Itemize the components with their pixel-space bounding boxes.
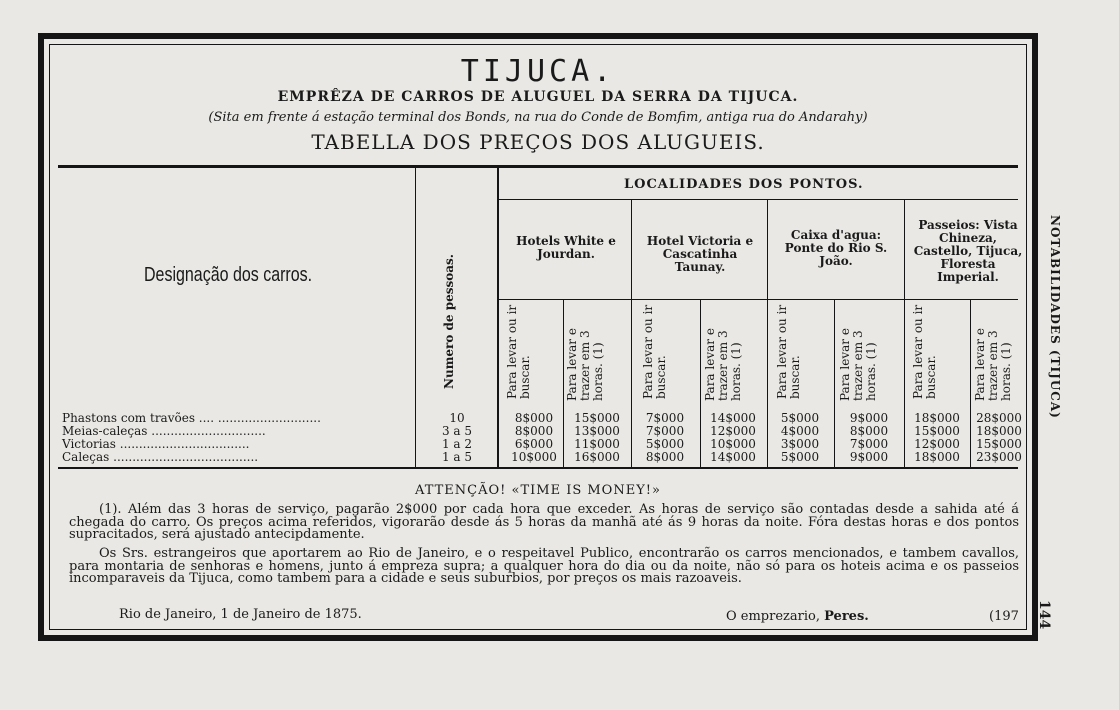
col-divider bbox=[497, 167, 499, 467]
localidades-rule bbox=[498, 199, 1018, 200]
carriage-name: Phastons com travões .... bbox=[62, 411, 215, 425]
sub-header-levar: Para levar ou ir buscar. bbox=[911, 304, 938, 399]
price-cell: 18$000 bbox=[914, 411, 960, 425]
price-cell: 11$000 bbox=[574, 437, 620, 451]
price-cell: 10$000 bbox=[710, 437, 756, 451]
sub-header-levar-trazer: Para levar e trazer em 3 horas. (1) bbox=[703, 328, 743, 401]
price-cell: 5$000 bbox=[645, 437, 685, 451]
reference-number: (197 bbox=[989, 609, 1019, 624]
sub-col-divider bbox=[700, 299, 701, 467]
sub-col-divider bbox=[834, 299, 835, 467]
sub-header-levar-trazer: Para levar e trazer em 3 horas. (1) bbox=[838, 328, 878, 401]
price-cell: 14$000 bbox=[710, 411, 756, 425]
carriage-name: Caleças bbox=[62, 450, 110, 464]
table-bottom-rule bbox=[58, 467, 1018, 469]
table-top-rule bbox=[58, 165, 1018, 168]
table-title: TABELLA DOS PREÇOS DOS ALUGUEIS. bbox=[311, 130, 765, 154]
side-page-number: 144 bbox=[1036, 600, 1052, 630]
sub-header-levar-trazer: Para levar e trazer em 3 horas. (1) bbox=[973, 328, 1013, 401]
signature-name: Peres. bbox=[824, 609, 869, 624]
price-cell: 6$000 bbox=[514, 437, 554, 451]
sub-header-levar-trazer: Para levar e trazer em 3 horas. (1) bbox=[565, 328, 605, 401]
price-cell: 8$000 bbox=[514, 411, 554, 425]
price-cell: 9$000 bbox=[849, 450, 889, 464]
ad-title: TIJUCA. bbox=[460, 54, 616, 89]
price-cell: 18$000 bbox=[976, 424, 1022, 438]
price-cell: 10$000 bbox=[511, 450, 557, 464]
people-count: 10 bbox=[449, 411, 465, 425]
paragraph-foreigners: Os Srs. estrangeiros que aportarem ao Rio de Janeiro, e o respeitavel Publico, encontrarão os carros mencionados, e tambem cavallos, para montaria de senhoras e homens, junto á empreza supra; a qualquer hora do dia ou da noite, não só para os hoteis acima e os passeios incomparaveis da Tijuca, como tambem para a cidade e seus suburbios, por preços os mais razoaveis. bbox=[69, 546, 1019, 586]
people-count: 3 a 5 bbox=[441, 424, 473, 438]
leader-dots: .............................. bbox=[151, 424, 266, 438]
price-cell: 16$000 bbox=[574, 450, 620, 464]
carriage-name: Victorias bbox=[62, 437, 116, 451]
price-cell: 8$000 bbox=[514, 424, 554, 438]
people-count: 1 a 2 bbox=[441, 437, 473, 451]
price-cell: 4$000 bbox=[780, 424, 820, 438]
price-cell: 12$000 bbox=[914, 437, 960, 451]
col-divider bbox=[415, 167, 416, 467]
price-cell: 5$000 bbox=[780, 450, 820, 464]
price-cell: 15$000 bbox=[976, 437, 1022, 451]
price-cell: 7$000 bbox=[849, 437, 889, 451]
subhead-rule bbox=[498, 299, 1018, 300]
price-cell: 3$000 bbox=[780, 437, 820, 451]
designacao-header: Designação dos carros. bbox=[144, 264, 313, 286]
price-cell: 8$000 bbox=[849, 424, 889, 438]
price-cell: 12$000 bbox=[710, 424, 756, 438]
price-cell: 8$000 bbox=[645, 450, 685, 464]
place-header-passeios: Passeios: Vista Chineza, Castello, Tijuca, Floresta Imperial. bbox=[913, 218, 1023, 284]
price-cell: 15$000 bbox=[914, 424, 960, 438]
leader-dots: .................................. bbox=[119, 437, 250, 451]
place-date: Rio de Janeiro, 1 de Janeiro de 1875. bbox=[119, 607, 362, 622]
place-header-caixa: Caixa d'agua: Ponte do Rio S. João. bbox=[784, 228, 888, 268]
leader-dots: ........................... bbox=[217, 411, 321, 425]
sub-header-levar: Para levar ou ir buscar. bbox=[641, 304, 668, 399]
col-divider bbox=[767, 199, 768, 467]
company-address: (Sita em frente á estação terminal dos Bonds, na rua do Conde de Bomfim, antiga rua do Andarahy) bbox=[208, 110, 868, 125]
price-cell: 9$000 bbox=[849, 411, 889, 425]
row-label bbox=[62, 451, 258, 464]
numero-pessoas-header: Numero de pessoas. bbox=[442, 254, 456, 389]
localidades-header: LOCALIDADES DOS PONTOS. bbox=[624, 177, 864, 192]
price-cell: 5$000 bbox=[780, 411, 820, 425]
price-cell: 23$000 bbox=[976, 450, 1022, 464]
paragraph-hours: (1). Além das 3 horas de serviço, pagarão 2$000 por cada hora que exceder. As horas de serviço são contadas desde a sahida até á chegada do carro. Os preços acima referidos, vigorarão desde ás 5 horas da manhã até ás 9 horas da noite. Fóra destas horas e dos pontos supracitados, será ajustado antecipdamente. bbox=[69, 502, 1019, 542]
carriage-name: Meias-caleças bbox=[62, 424, 148, 438]
price-cell: 18$000 bbox=[914, 450, 960, 464]
price-cell: 7$000 bbox=[645, 411, 685, 425]
price-cell: 14$000 bbox=[710, 450, 756, 464]
company-name: EMPRÊZA DE CARROS DE ALUGUEL DA SERRA DA TIJUCA. bbox=[277, 89, 799, 105]
col-divider bbox=[631, 199, 632, 467]
attention-line: ATTENÇÃO! «TIME IS MONEY!» bbox=[415, 483, 661, 498]
place-header-victoria: Hotel Victoria e Cascatinha Taunay. bbox=[646, 234, 754, 274]
price-cell: 15$000 bbox=[574, 411, 620, 425]
col-divider bbox=[904, 199, 905, 467]
price-cell: 28$000 bbox=[976, 411, 1022, 425]
signature-label: O emprezario, bbox=[726, 609, 820, 624]
place-header-hotels: Hotels White e Jourdan. bbox=[516, 234, 616, 261]
sub-header-levar: Para levar ou ir buscar. bbox=[505, 304, 532, 399]
sub-header-levar: Para levar ou ir buscar. bbox=[775, 304, 802, 399]
people-count: 1 a 5 bbox=[441, 450, 473, 464]
leader-dots: ...................................... bbox=[113, 450, 259, 464]
price-cell: 13$000 bbox=[574, 424, 620, 438]
price-cell: 7$000 bbox=[645, 424, 685, 438]
signature bbox=[726, 609, 869, 624]
advertisement-frame bbox=[38, 33, 1038, 641]
side-label: NOTABILIDADES (TIJUCA) bbox=[1048, 215, 1062, 419]
